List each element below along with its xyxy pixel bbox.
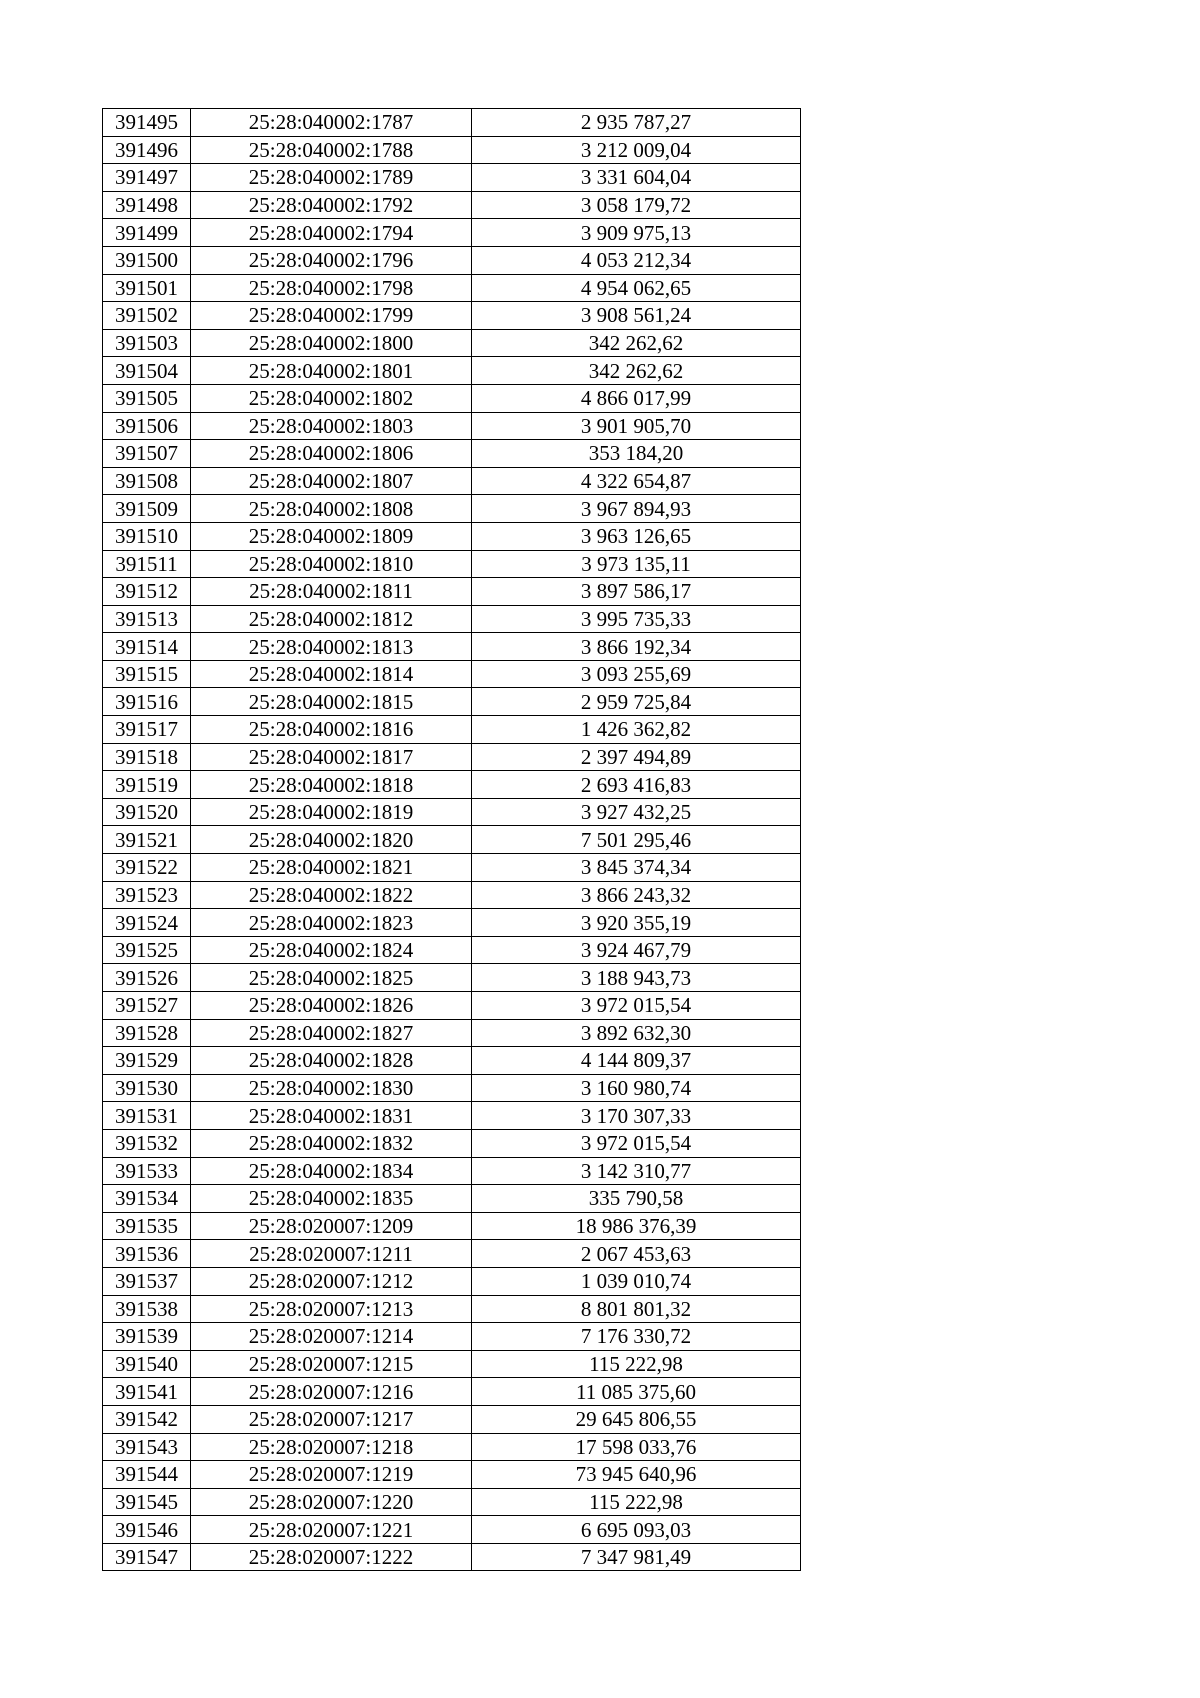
cadastral-number-cell: 25:28:040002:1814 — [191, 660, 472, 688]
cadastral-number-cell: 25:28:040002:1810 — [191, 550, 472, 578]
table-row — [103, 495, 801, 523]
table-row — [103, 964, 801, 992]
cadastral-number-cell: 25:28:040002:1799 — [191, 302, 472, 330]
row-id-cell: 391547 — [103, 1543, 191, 1571]
cadastral-number-cell: 25:28:040002:1792 — [191, 191, 472, 219]
cadastral-value-cell: 7 176 330,72 — [472, 1323, 801, 1351]
row-id-cell: 391541 — [103, 1378, 191, 1406]
cadastral-number-cell: 25:28:040002:1826 — [191, 992, 472, 1020]
cadastral-value-cell: 6 695 093,03 — [472, 1516, 801, 1544]
cadastral-value-cell: 3 973 135,11 — [472, 550, 801, 578]
row-id-cell: 391537 — [103, 1267, 191, 1295]
table-row — [103, 1102, 801, 1130]
row-id-cell: 391532 — [103, 1129, 191, 1157]
table-row — [103, 1047, 801, 1075]
row-id-cell: 391517 — [103, 716, 191, 744]
row-id-cell: 391518 — [103, 743, 191, 771]
table-row — [103, 1212, 801, 1240]
cadastral-number-cell: 25:28:040002:1803 — [191, 412, 472, 440]
row-id-cell: 391514 — [103, 633, 191, 661]
cadastral-number-cell: 25:28:040002:1820 — [191, 826, 472, 854]
cadastral-value-cell: 353 184,20 — [472, 440, 801, 468]
cadastral-value-cell: 3 845 374,34 — [472, 854, 801, 882]
cadastral-value-cell: 115 222,98 — [472, 1350, 801, 1378]
cadastral-value-cell: 2 397 494,89 — [472, 743, 801, 771]
cadastral-number-cell: 25:28:040002:1806 — [191, 440, 472, 468]
table-row — [103, 771, 801, 799]
row-id-cell: 391542 — [103, 1405, 191, 1433]
row-id-cell: 391528 — [103, 1019, 191, 1047]
table-row — [103, 854, 801, 882]
row-id-cell: 391526 — [103, 964, 191, 992]
cadastral-number-cell: 25:28:020007:1218 — [191, 1433, 472, 1461]
row-id-cell: 391546 — [103, 1516, 191, 1544]
table-row — [103, 467, 801, 495]
cadastral-value-cell: 3 909 975,13 — [472, 219, 801, 247]
cadastral-value-cell: 3 920 355,19 — [472, 909, 801, 937]
table-row — [103, 384, 801, 412]
cadastral-number-cell: 25:28:040002:1828 — [191, 1047, 472, 1075]
row-id-cell: 391521 — [103, 826, 191, 854]
row-id-cell: 391533 — [103, 1157, 191, 1185]
table-row — [103, 1019, 801, 1047]
cadastral-number-cell: 25:28:040002:1827 — [191, 1019, 472, 1047]
cadastral-value-cell: 4 322 654,87 — [472, 467, 801, 495]
row-id-cell: 391503 — [103, 329, 191, 357]
row-id-cell: 391524 — [103, 909, 191, 937]
cadastral-value-cell: 73 945 640,96 — [472, 1461, 801, 1489]
cadastral-value-cell: 3 897 586,17 — [472, 578, 801, 606]
row-id-cell: 391535 — [103, 1212, 191, 1240]
row-id-cell: 391519 — [103, 771, 191, 799]
row-id-cell: 391507 — [103, 440, 191, 468]
table-row — [103, 274, 801, 302]
cadastral-number-cell: 25:28:040002:1818 — [191, 771, 472, 799]
cadastral-value-cell: 4 053 212,34 — [472, 246, 801, 274]
table-row — [103, 412, 801, 440]
cadastral-number-cell: 25:28:040002:1787 — [191, 109, 472, 137]
cadastral-value-cell: 2 067 453,63 — [472, 1240, 801, 1268]
table-row — [103, 1488, 801, 1516]
table-row — [103, 1378, 801, 1406]
cadastral-number-cell: 25:28:020007:1221 — [191, 1516, 472, 1544]
cadastral-number-cell: 25:28:040002:1824 — [191, 936, 472, 964]
row-id-cell: 391511 — [103, 550, 191, 578]
table-row — [103, 357, 801, 385]
cadastral-number-cell: 25:28:040002:1832 — [191, 1129, 472, 1157]
cadastral-value-cell: 4 954 062,65 — [472, 274, 801, 302]
cadastral-number-cell: 25:28:040002:1800 — [191, 329, 472, 357]
cadastral-number-cell: 25:28:040002:1834 — [191, 1157, 472, 1185]
table-row — [103, 798, 801, 826]
table-row — [103, 881, 801, 909]
row-id-cell: 391497 — [103, 164, 191, 192]
cadastral-number-cell: 25:28:040002:1816 — [191, 716, 472, 744]
table-row — [103, 1350, 801, 1378]
cadastral-number-cell: 25:28:040002:1823 — [191, 909, 472, 937]
cadastral-number-cell: 25:28:020007:1220 — [191, 1488, 472, 1516]
cadastral-value-cell: 3 212 009,04 — [472, 136, 801, 164]
table-row — [103, 1185, 801, 1213]
table-row — [103, 826, 801, 854]
table-row — [103, 1543, 801, 1571]
row-id-cell: 391499 — [103, 219, 191, 247]
row-id-cell: 391495 — [103, 109, 191, 137]
cadastral-number-cell: 25:28:040002:1819 — [191, 798, 472, 826]
table-row — [103, 164, 801, 192]
row-id-cell: 391538 — [103, 1295, 191, 1323]
table-row — [103, 109, 801, 137]
cadastral-value-cell: 2 693 416,83 — [472, 771, 801, 799]
table-row — [103, 302, 801, 330]
cadastral-value-cell: 4 144 809,37 — [472, 1047, 801, 1075]
table-row — [103, 550, 801, 578]
cadastral-value-cell: 3 160 980,74 — [472, 1074, 801, 1102]
cadastral-value-cell: 3 967 894,93 — [472, 495, 801, 523]
table-row — [103, 909, 801, 937]
cadastral-value-cell: 7 501 295,46 — [472, 826, 801, 854]
row-id-cell: 391500 — [103, 246, 191, 274]
row-id-cell: 391505 — [103, 384, 191, 412]
table-row — [103, 440, 801, 468]
table-row — [103, 246, 801, 274]
row-id-cell: 391525 — [103, 936, 191, 964]
table-row — [103, 1516, 801, 1544]
cadastral-value-cell: 3 866 192,34 — [472, 633, 801, 661]
row-id-cell: 391534 — [103, 1185, 191, 1213]
table-row — [103, 633, 801, 661]
cadastral-value-cell: 2 959 725,84 — [472, 688, 801, 716]
row-id-cell: 391515 — [103, 660, 191, 688]
cadastral-value-cell: 3 188 943,73 — [472, 964, 801, 992]
cadastral-value-cell: 7 347 981,49 — [472, 1543, 801, 1571]
row-id-cell: 391536 — [103, 1240, 191, 1268]
cadastral-number-cell: 25:28:020007:1212 — [191, 1267, 472, 1295]
cadastral-number-cell: 25:28:040002:1835 — [191, 1185, 472, 1213]
table-row — [103, 605, 801, 633]
table-row — [103, 1433, 801, 1461]
table-row — [103, 1157, 801, 1185]
table-row — [103, 522, 801, 550]
cadastral-number-cell: 25:28:040002:1825 — [191, 964, 472, 992]
row-id-cell: 391543 — [103, 1433, 191, 1461]
cadastral-value-cell: 3 058 179,72 — [472, 191, 801, 219]
table-row — [103, 1323, 801, 1351]
cadastral-number-cell: 25:28:040002:1801 — [191, 357, 472, 385]
row-id-cell: 391531 — [103, 1102, 191, 1130]
table-row — [103, 992, 801, 1020]
table-row — [103, 1129, 801, 1157]
cadastral-number-cell: 25:28:040002:1807 — [191, 467, 472, 495]
cadastral-value-cell: 18 986 376,39 — [472, 1212, 801, 1240]
cadastral-number-cell: 25:28:040002:1813 — [191, 633, 472, 661]
table-row — [103, 329, 801, 357]
cadastral-number-cell: 25:28:020007:1214 — [191, 1323, 472, 1351]
cadastral-number-cell: 25:28:020007:1211 — [191, 1240, 472, 1268]
row-id-cell: 391512 — [103, 578, 191, 606]
row-id-cell: 391504 — [103, 357, 191, 385]
cadastral-number-cell: 25:28:020007:1213 — [191, 1295, 472, 1323]
cadastral-number-cell: 25:28:040002:1822 — [191, 881, 472, 909]
row-id-cell: 391522 — [103, 854, 191, 882]
table-row — [103, 1267, 801, 1295]
table-row — [103, 688, 801, 716]
row-id-cell: 391529 — [103, 1047, 191, 1075]
cadastral-number-cell: 25:28:040002:1830 — [191, 1074, 472, 1102]
table-row — [103, 191, 801, 219]
cadastral-number-cell: 25:28:040002:1811 — [191, 578, 472, 606]
row-id-cell: 391509 — [103, 495, 191, 523]
table-row — [103, 1405, 801, 1433]
cadastral-number-cell: 25:28:040002:1808 — [191, 495, 472, 523]
cadastral-value-cell: 115 222,98 — [472, 1488, 801, 1516]
cadastral-value-cell: 3 972 015,54 — [472, 1129, 801, 1157]
row-id-cell: 391540 — [103, 1350, 191, 1378]
cadastral-number-cell: 25:28:040002:1821 — [191, 854, 472, 882]
cadastral-number-cell: 25:28:020007:1215 — [191, 1350, 472, 1378]
cadastral-value-cell: 3 331 604,04 — [472, 164, 801, 192]
cadastral-value-cell: 342 262,62 — [472, 357, 801, 385]
table-row — [103, 1295, 801, 1323]
cadastral-value-cell: 1 426 362,82 — [472, 716, 801, 744]
row-id-cell: 391520 — [103, 798, 191, 826]
table-row — [103, 1240, 801, 1268]
cadastral-number-cell: 25:28:040002:1815 — [191, 688, 472, 716]
cadastral-number-cell: 25:28:040002:1831 — [191, 1102, 472, 1130]
table-body — [103, 109, 801, 1571]
row-id-cell: 391508 — [103, 467, 191, 495]
cadastral-value-cell: 29 645 806,55 — [472, 1405, 801, 1433]
row-id-cell: 391523 — [103, 881, 191, 909]
row-id-cell: 391516 — [103, 688, 191, 716]
row-id-cell: 391506 — [103, 412, 191, 440]
cadastral-value-cell: 3 901 905,70 — [472, 412, 801, 440]
cadastral-value-cell: 3 924 467,79 — [472, 936, 801, 964]
table-row — [103, 660, 801, 688]
cadastral-value-cell: 8 801 801,32 — [472, 1295, 801, 1323]
cadastral-value-cell: 4 866 017,99 — [472, 384, 801, 412]
cadastral-number-cell: 25:28:040002:1788 — [191, 136, 472, 164]
table-row — [103, 743, 801, 771]
row-id-cell: 391539 — [103, 1323, 191, 1351]
table-row — [103, 1074, 801, 1102]
row-id-cell: 391496 — [103, 136, 191, 164]
cadastral-number-cell: 25:28:040002:1809 — [191, 522, 472, 550]
table-row — [103, 136, 801, 164]
cadastral-value-cell: 3 866 243,32 — [472, 881, 801, 909]
cadastral-value-cell: 3 927 432,25 — [472, 798, 801, 826]
row-id-cell: 391513 — [103, 605, 191, 633]
cadastral-number-cell: 25:28:020007:1216 — [191, 1378, 472, 1406]
cadastral-value-cell: 3 892 632,30 — [472, 1019, 801, 1047]
row-id-cell: 391530 — [103, 1074, 191, 1102]
cadastral-number-cell: 25:28:040002:1798 — [191, 274, 472, 302]
cadastral-value-cell: 335 790,58 — [472, 1185, 801, 1213]
row-id-cell: 391502 — [103, 302, 191, 330]
cadastral-value-cell: 3 972 015,54 — [472, 992, 801, 1020]
cadastral-number-cell: 25:28:020007:1209 — [191, 1212, 472, 1240]
cadastral-value-cell: 1 039 010,74 — [472, 1267, 801, 1295]
row-id-cell: 391510 — [103, 522, 191, 550]
cadastral-number-cell: 25:28:040002:1796 — [191, 246, 472, 274]
table-row — [103, 716, 801, 744]
cadastral-value-cell: 3 093 255,69 — [472, 660, 801, 688]
cadastral-number-cell: 25:28:040002:1817 — [191, 743, 472, 771]
row-id-cell: 391501 — [103, 274, 191, 302]
cadastral-number-cell: 25:28:040002:1802 — [191, 384, 472, 412]
row-id-cell: 391545 — [103, 1488, 191, 1516]
cadastral-value-cell: 3 908 561,24 — [472, 302, 801, 330]
cadastral-value-cell: 3 995 735,33 — [472, 605, 801, 633]
cadastral-value-cell: 17 598 033,76 — [472, 1433, 801, 1461]
row-id-cell: 391544 — [103, 1461, 191, 1489]
cadastral-value-cell: 3 170 307,33 — [472, 1102, 801, 1130]
cadastral-value-cell: 11 085 375,60 — [472, 1378, 801, 1406]
cadastral-value-cell: 3 142 310,77 — [472, 1157, 801, 1185]
table-row — [103, 1461, 801, 1489]
cadastral-value-table — [102, 108, 801, 1571]
table-row — [103, 578, 801, 606]
cadastral-number-cell: 25:28:040002:1794 — [191, 219, 472, 247]
cadastral-number-cell: 25:28:040002:1812 — [191, 605, 472, 633]
row-id-cell: 391527 — [103, 992, 191, 1020]
table-row — [103, 936, 801, 964]
cadastral-number-cell: 25:28:020007:1222 — [191, 1543, 472, 1571]
row-id-cell: 391498 — [103, 191, 191, 219]
cadastral-value-cell: 2 935 787,27 — [472, 109, 801, 137]
cadastral-value-cell: 3 963 126,65 — [472, 522, 801, 550]
cadastral-value-cell: 342 262,62 — [472, 329, 801, 357]
table-row — [103, 219, 801, 247]
cadastral-number-cell: 25:28:040002:1789 — [191, 164, 472, 192]
cadastral-number-cell: 25:28:020007:1217 — [191, 1405, 472, 1433]
cadastral-number-cell: 25:28:020007:1219 — [191, 1461, 472, 1489]
